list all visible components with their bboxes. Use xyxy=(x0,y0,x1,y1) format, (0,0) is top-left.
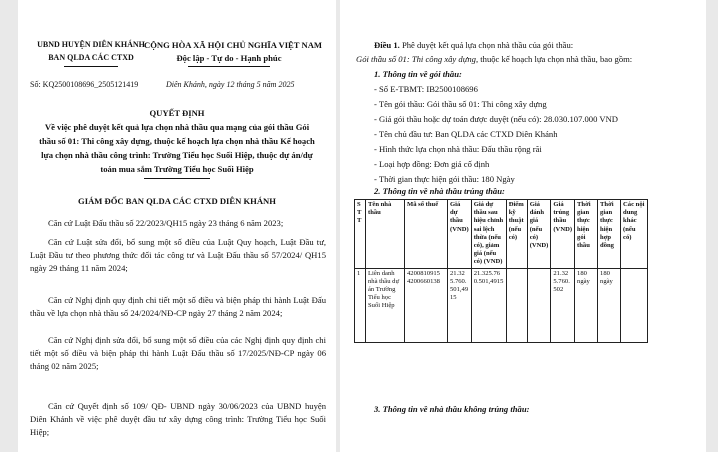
col-header-eval-price: Giá đánh giá (nếu có) (VND) xyxy=(527,200,551,269)
article-1-line-2 xyxy=(356,54,632,64)
cell-stt: 1 xyxy=(355,268,366,342)
agency-underline xyxy=(64,66,118,67)
decision-page-1 xyxy=(18,0,336,452)
article-label: Điều 1. xyxy=(374,40,400,50)
decision-title: QUYẾT ĐỊNH xyxy=(149,108,205,118)
cell-other xyxy=(621,268,648,342)
col-header-adjusted-price: Giá dự thầu sau hiệu chỉnh sai lệch thừa (nếu có), giảm giá (nếu có) (VND) xyxy=(471,200,506,269)
cell-win-price: 21.325.760.502 xyxy=(551,268,575,342)
document-number: Số: KQ2500108696_2505121419 xyxy=(30,80,139,89)
table-row xyxy=(355,268,648,342)
subject-line-1: Về việc phê duyệt kết quả lựa chọn nhà thầu qua mạng của gói thầu Gói xyxy=(44,122,310,132)
cell-tax: 4200810915 4200660138 xyxy=(405,268,448,342)
article-text: Phê duyệt kết quả lựa chọn nhà thầu của gói thầu: xyxy=(401,40,574,50)
subject-line-4: toán mua sắm Trường Tiểu học Suối Hiệp xyxy=(100,164,254,174)
col-header-win-price: Giá trúng thầu (VND) xyxy=(551,200,575,269)
cell-pkg-time: 180 ngày xyxy=(575,268,598,342)
package-item: - Loại hợp đồng: Đơn giá cố định xyxy=(374,159,490,169)
legal-basis-4: Căn cứ Nghị định sửa đổi, bổ sung một số điều của các Nghị định quy định chi tiết một số điều và biện pháp thi hành Luật Đấu thầu số 17/2025/NĐ-CP ngày 06 tháng 02 năm 2025; xyxy=(30,335,326,371)
subject-underline xyxy=(144,178,210,179)
agency-subname: BAN QLDA CÁC CTXD xyxy=(48,53,134,62)
legal-basis-5: Căn cứ Quyết định số 109/ QĐ- UBND ngày 30/06/2023 của UBND huyện Diên Khánh về việc phê duyệt đầu tư xây dựng công trình: Trường Tiểu học Suối Hiệp; xyxy=(30,401,326,437)
article-tail: , thuộc kế hoạch lựa chọn nhà thầu, bao gồm: xyxy=(475,54,633,64)
col-header-stt: S T T xyxy=(355,200,366,269)
table-header-row xyxy=(355,200,648,269)
subject-line-2: thầu số 01: Thi công xây dựng, thuộc kế hoạch lựa chọn nhà thầu Kế hoạch xyxy=(39,136,315,146)
col-header-name: Tên nhà thầu xyxy=(366,200,405,269)
place-date: Diên Khánh, ngày 12 tháng 5 năm 2025 xyxy=(166,80,295,89)
cell-eval-price xyxy=(527,268,551,342)
col-header-tax: Mã số thuế xyxy=(405,200,448,269)
cell-contract-time: 180 ngày xyxy=(598,268,621,342)
col-header-bid-price: Giá dự thầu (VND) xyxy=(448,200,472,269)
package-item: - Số E-TBMT: IB2500108696 xyxy=(374,84,478,94)
package-item: - Hình thức lựa chọn nhà thầu: Đấu thầu rộng rãi xyxy=(374,144,542,154)
subject-line-3: lựa chọn nhà thầu công trình: Trường Tiểu học Suối Hiệp, thuộc dự án/dự xyxy=(41,150,313,160)
winning-bidder-table xyxy=(354,199,648,343)
legal-basis-3: Căn cứ Nghị định quy định chi tiết một số điều và biện pháp thi hành Luật Đấu thầu về lựa chọn nhà thầu số 24/2024/NĐ-CP ngày 27 tháng 2 năm 2024; xyxy=(30,295,326,318)
nation-title: CỘNG HÒA XÃ HỘI CHỦ NGHĨA VIỆT NAM xyxy=(144,40,323,50)
cell-adjusted-price: 21.325.760.501,4915 xyxy=(471,268,506,342)
package-item: - Tên chủ đầu tư: Ban QLDA các CTXD Diên Khánh xyxy=(374,129,558,139)
package-item: - Giá gói thầu hoặc dự toán được duyệt (nếu có): 28.030.107.000 VND xyxy=(374,114,619,124)
article-package: Gói thầu số 01: Thi công xây dựng xyxy=(356,54,476,64)
agency-name: UBND HUYỆN DIÊN KHÁNH xyxy=(37,40,145,49)
cell-name: Liên danh nhà thầu dự án Trường Tiểu học Suối Hiệp xyxy=(366,268,405,342)
col-header-pkg-time: Thời gian thực hiện gói thầu xyxy=(575,200,598,269)
col-header-tech-score: Điểm kỹ thuật (nếu có) xyxy=(506,200,527,269)
cell-tech-score xyxy=(506,268,527,342)
authority-heading: GIÁM ĐỐC BAN QLDA CÁC CTXD DIÊN KHÁNH xyxy=(78,196,276,206)
motto-underline xyxy=(188,66,270,67)
decision-page-2 xyxy=(340,0,706,452)
col-header-other: Các nội dung khác (nếu có) xyxy=(621,200,648,269)
col-header-contract-time: Thời gian thực hiện hợp đồng xyxy=(598,200,621,269)
section-3-title: 3. Thông tin về nhà thầu không trúng thầu: xyxy=(374,404,530,414)
section-2-title: 2. Thông tin về nhà thầu trúng thầu: xyxy=(374,186,505,196)
legal-basis-1: Căn cứ Luật Đấu thầu số 22/2023/QH15 ngày 23 tháng 6 năm 2023; xyxy=(48,218,284,228)
article-1-line xyxy=(374,40,573,50)
nation-motto: Độc lập - Tự do - Hạnh phúc xyxy=(176,53,282,63)
package-item: - Thời gian thực hiện gói thầu: 180 Ngày xyxy=(374,174,515,184)
cell-bid-price: 21.325.760.501,4915 xyxy=(448,268,472,342)
package-item: - Tên gói thầu: Gói thầu số 01: Thi công xây dựng xyxy=(374,99,547,109)
legal-basis-2: Căn cứ Luật sửa đổi, bổ sung một số điều của Luật Quy hoạch, Luật Đầu tư, Luật Đầu tư theo phương thức đối tác công tư và Luật Đấu thầu số 57/2024/ QH15 ngày 29 tháng 11 năm 2024; xyxy=(30,237,326,273)
section-1-title: 1. Thông tin về gói thầu: xyxy=(374,69,462,79)
